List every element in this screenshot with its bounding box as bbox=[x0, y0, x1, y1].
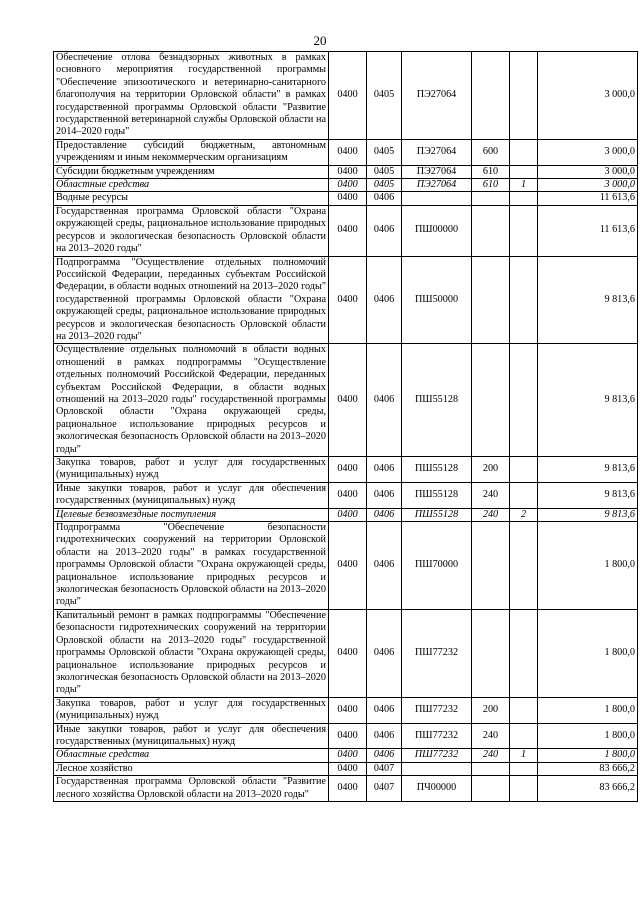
target-article-code: ПШ70000 bbox=[402, 522, 472, 610]
subsection-code: 0407 bbox=[367, 762, 402, 775]
table-row bbox=[54, 139, 638, 165]
amount-value: 9 813,6 bbox=[538, 256, 638, 344]
subsection-code: 0406 bbox=[367, 697, 402, 723]
expense-type-code bbox=[472, 192, 510, 205]
target-article-code: ПШ55128 bbox=[402, 482, 472, 508]
section-code: 0400 bbox=[329, 776, 367, 802]
section-code: 0400 bbox=[329, 482, 367, 508]
table-row bbox=[54, 344, 638, 457]
funding-source-code bbox=[510, 457, 538, 483]
amount-value: 11 613,6 bbox=[538, 205, 638, 256]
subsection-code: 0406 bbox=[367, 749, 402, 762]
table-row bbox=[54, 52, 638, 140]
funding-source-code bbox=[510, 256, 538, 344]
table-row bbox=[54, 192, 638, 205]
target-article-code: ПШ55128 bbox=[402, 457, 472, 483]
expense-type-code: 610 bbox=[472, 165, 510, 178]
target-article-code: ПШ77232 bbox=[402, 723, 472, 749]
section-code: 0400 bbox=[329, 256, 367, 344]
section-code: 0400 bbox=[329, 165, 367, 178]
table-row bbox=[54, 762, 638, 775]
amount-value: 1 800,0 bbox=[538, 609, 638, 697]
subsection-code: 0406 bbox=[367, 482, 402, 508]
funding-source-code bbox=[510, 139, 538, 165]
row-name: Государственная программа Орловской области "Развитие лесного хозяйства Орловской области на 2013–2020 годы" bbox=[54, 776, 329, 802]
subsection-code: 0405 bbox=[367, 179, 402, 192]
row-name: Субсидии бюджетным учреждениям bbox=[54, 165, 329, 178]
table-row bbox=[54, 256, 638, 344]
expense-type-code bbox=[472, 522, 510, 610]
row-name: Иные закупки товаров, работ и услуг для обеспечения государственных (муниципальных) нужд bbox=[54, 482, 329, 508]
row-name: Областные средства bbox=[54, 179, 329, 192]
target-article-code: ПШ00000 bbox=[402, 205, 472, 256]
subsection-code: 0405 bbox=[367, 52, 402, 140]
subsection-code: 0406 bbox=[367, 522, 402, 610]
table-row bbox=[54, 749, 638, 762]
row-name: Капитальный ремонт в рамках подпрограммы "Обеспечение безопасности гидротехнических сооружений на территории Орловской области на 2013–2020 годы" государственной программы Орловской области "Охрана окружающей среды, рациональное использование природных ресурсов и экологическая безопасность Орловской области на 2013–2020 годы" bbox=[54, 609, 329, 697]
expense-type-code bbox=[472, 205, 510, 256]
row-name: Иные закупки товаров, работ и услуг для обеспечения государственных (муниципальных) нужд bbox=[54, 723, 329, 749]
funding-source-code: 1 bbox=[510, 179, 538, 192]
funding-source-code bbox=[510, 723, 538, 749]
expense-type-code: 240 bbox=[472, 749, 510, 762]
target-article-code: ПШ77232 bbox=[402, 749, 472, 762]
row-name: Подпрограмма "Обеспечение безопасности гидротехнических сооружений на территории Орловской области на 2013–2020 годы" в рамках государственной программы Орловской области "Охрана окружающей среды, рациональное использование природных ресурсов и экологическая безопасность Орловской области на 2013–2020 годы" bbox=[54, 522, 329, 610]
section-code: 0400 bbox=[329, 609, 367, 697]
target-article-code: ПЭ27064 bbox=[402, 179, 472, 192]
funding-source-code: 2 bbox=[510, 508, 538, 521]
expense-type-code bbox=[472, 609, 510, 697]
row-name: Предоставление субсидий бюджетным, автономным учреждениям и иным некоммерческим организациям bbox=[54, 139, 329, 165]
subsection-code: 0406 bbox=[367, 609, 402, 697]
row-name: Осуществление отдельных полномочий в области водных отношений в рамках подпрограммы "Осуществление отдельных полномочий Российской Федерации, переданных субъектам Российской Федерации, в области водных отношений на 2013–2020 годы" государственной программы Орловской области "Охрана окружающей среды, рациональное использование природных ресурсов и экологическая безопасность Орловской области на 2013–2020 годы" bbox=[54, 344, 329, 457]
subsection-code: 0405 bbox=[367, 139, 402, 165]
section-code: 0400 bbox=[329, 522, 367, 610]
expense-type-code bbox=[472, 256, 510, 344]
target-article-code: ПЭ27064 bbox=[402, 52, 472, 140]
subsection-code: 0405 bbox=[367, 165, 402, 178]
expense-type-code: 240 bbox=[472, 482, 510, 508]
table-row bbox=[54, 457, 638, 483]
table-row bbox=[54, 723, 638, 749]
amount-value: 9 813,6 bbox=[538, 482, 638, 508]
expense-type-code: 200 bbox=[472, 457, 510, 483]
funding-source-code: 1 bbox=[510, 749, 538, 762]
table-row bbox=[54, 179, 638, 192]
subsection-code: 0406 bbox=[367, 457, 402, 483]
section-code: 0400 bbox=[329, 179, 367, 192]
page-number: 20 bbox=[313, 33, 327, 48]
table-row bbox=[54, 697, 638, 723]
section-code: 0400 bbox=[329, 52, 367, 140]
funding-source-code bbox=[510, 52, 538, 140]
amount-value: 1 800,0 bbox=[538, 723, 638, 749]
funding-source-code bbox=[510, 165, 538, 178]
section-code: 0400 bbox=[329, 723, 367, 749]
expense-type-code: 240 bbox=[472, 508, 510, 521]
table-row bbox=[54, 165, 638, 178]
subsection-code: 0406 bbox=[367, 508, 402, 521]
target-article-code bbox=[402, 192, 472, 205]
subsection-code: 0406 bbox=[367, 205, 402, 256]
amount-value: 9 813,6 bbox=[538, 457, 638, 483]
budget-table bbox=[53, 51, 638, 802]
section-code: 0400 bbox=[329, 749, 367, 762]
row-name: Подпрограмма "Осуществление отдельных полномочий Российской Федерации, переданных субъектам Российской Федерации, в области водных отношений на 2013–2020 годы" государственной программы Орловской области "Охрана окружающей среды, рациональное использование природных ресурсов и экологическая безопасность Орловской области на 2013–2020 годы" bbox=[54, 256, 329, 344]
expense-type-code bbox=[472, 52, 510, 140]
funding-source-code bbox=[510, 192, 538, 205]
row-name: Закупка товаров, работ и услуг для государственных (муниципальных) нужд bbox=[54, 457, 329, 483]
amount-value: 3 000,0 bbox=[538, 179, 638, 192]
amount-value: 3 000,0 bbox=[538, 165, 638, 178]
expense-type-code bbox=[472, 762, 510, 775]
row-name: Государственная программа Орловской области "Охрана окружающей среды, рациональное использование природных ресурсов и экологическая безопасность Орловской области на 2013–2020 годы" bbox=[54, 205, 329, 256]
expense-type-code: 610 bbox=[472, 179, 510, 192]
table-row bbox=[54, 205, 638, 256]
table-row bbox=[54, 522, 638, 610]
amount-value: 3 000,0 bbox=[538, 52, 638, 140]
funding-source-code bbox=[510, 205, 538, 256]
amount-value: 9 813,6 bbox=[538, 344, 638, 457]
target-article-code: ПЭ27064 bbox=[402, 139, 472, 165]
amount-value: 11 613,6 bbox=[538, 192, 638, 205]
funding-source-code bbox=[510, 522, 538, 610]
table-row bbox=[54, 482, 638, 508]
section-code: 0400 bbox=[329, 762, 367, 775]
section-code: 0400 bbox=[329, 697, 367, 723]
section-code: 0400 bbox=[329, 344, 367, 457]
target-article-code: ПЧ00000 bbox=[402, 776, 472, 802]
section-code: 0400 bbox=[329, 139, 367, 165]
expense-type-code: 240 bbox=[472, 723, 510, 749]
funding-source-code bbox=[510, 344, 538, 457]
subsection-code: 0407 bbox=[367, 776, 402, 802]
row-name: Целевые безвозмездные поступления bbox=[54, 508, 329, 521]
section-code: 0400 bbox=[329, 508, 367, 521]
table-row bbox=[54, 508, 638, 521]
section-code: 0400 bbox=[329, 205, 367, 256]
amount-value: 1 800,0 bbox=[538, 522, 638, 610]
funding-source-code bbox=[510, 609, 538, 697]
target-article-code: ПШ55128 bbox=[402, 344, 472, 457]
amount-value: 83 666,2 bbox=[538, 762, 638, 775]
expense-type-code: 200 bbox=[472, 697, 510, 723]
row-name: Лесное хозяйство bbox=[54, 762, 329, 775]
row-name: Областные средства bbox=[54, 749, 329, 762]
amount-value: 1 800,0 bbox=[538, 749, 638, 762]
subsection-code: 0406 bbox=[367, 723, 402, 749]
subsection-code: 0406 bbox=[367, 344, 402, 457]
amount-value: 3 000,0 bbox=[538, 139, 638, 165]
row-name: Закупка товаров, работ и услуг для государственных (муниципальных) нужд bbox=[54, 697, 329, 723]
expense-type-code: 600 bbox=[472, 139, 510, 165]
target-article-code bbox=[402, 762, 472, 775]
target-article-code: ПШ77232 bbox=[402, 609, 472, 697]
section-code: 0400 bbox=[329, 192, 367, 205]
row-name: Обеспечение отлова безнадзорных животных в рамках основного мероприятия государственной программы "Обеспечение эпизоотического и ветеринарно-санитарного благополучия на территории Орловской области" в рамках государственной программы Орловской области "Развитие государственной ветеринарной службы Орловской области на 2014–2020 годы" bbox=[54, 52, 329, 140]
funding-source-code bbox=[510, 776, 538, 802]
target-article-code: ПЭ27064 bbox=[402, 165, 472, 178]
target-article-code: ПШ77232 bbox=[402, 697, 472, 723]
target-article-code: ПШ55128 bbox=[402, 508, 472, 521]
subsection-code: 0406 bbox=[367, 256, 402, 344]
expense-type-code bbox=[472, 776, 510, 802]
funding-source-code bbox=[510, 482, 538, 508]
funding-source-code bbox=[510, 762, 538, 775]
funding-source-code bbox=[510, 697, 538, 723]
budget-table-body bbox=[54, 52, 638, 802]
table-row bbox=[54, 609, 638, 697]
subsection-code: 0406 bbox=[367, 192, 402, 205]
table-row bbox=[54, 776, 638, 802]
amount-value: 1 800,0 bbox=[538, 697, 638, 723]
amount-value: 83 666,2 bbox=[538, 776, 638, 802]
section-code: 0400 bbox=[329, 457, 367, 483]
expense-type-code bbox=[472, 344, 510, 457]
amount-value: 9 813,6 bbox=[538, 508, 638, 521]
row-name: Водные ресурсы bbox=[54, 192, 329, 205]
target-article-code: ПШ50000 bbox=[402, 256, 472, 344]
